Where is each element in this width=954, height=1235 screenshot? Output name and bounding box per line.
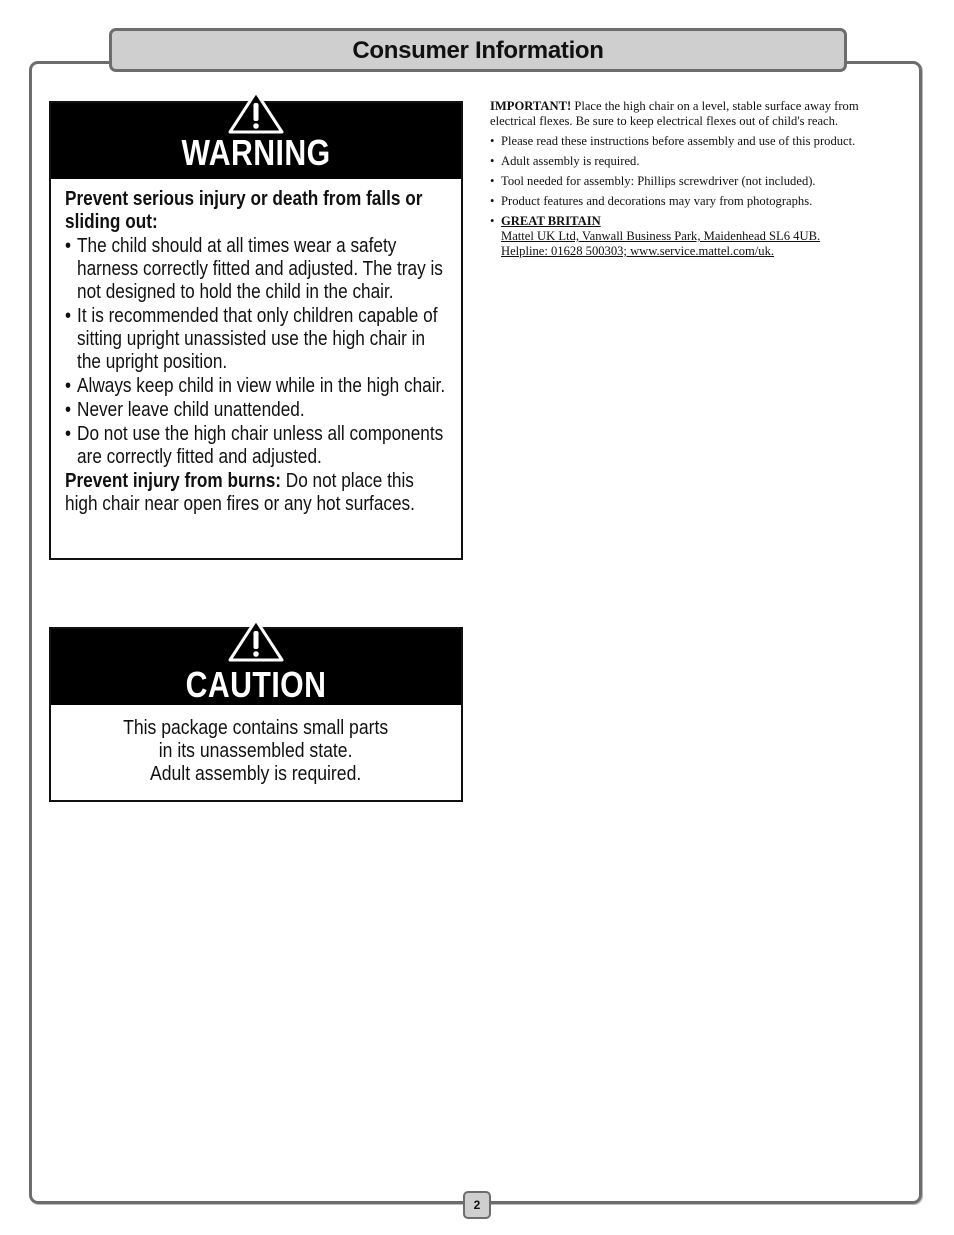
warning-heading: Prevent serious injury or death from falls or sliding out: bbox=[65, 188, 423, 233]
list-item: • Product features and decorations may vary from photographs. bbox=[490, 194, 813, 208]
gb-label: GREAT BRITAIN bbox=[501, 214, 601, 228]
caution-box bbox=[49, 627, 463, 802]
caution-body bbox=[51, 705, 461, 800]
list-item: • Tool needed for assembly: Phillips screwdriver (not included). bbox=[490, 174, 816, 188]
warning-box bbox=[49, 101, 463, 560]
important-text: Place the high chair on a level, stable surface away from electrical flexes. Be sure to keep electrical flexes out of child's reach. bbox=[490, 99, 859, 128]
burns-label: Prevent injury from burns: bbox=[65, 470, 281, 492]
list-item: • Never leave child unattended. bbox=[65, 399, 305, 421]
page-number: 2 bbox=[463, 1191, 491, 1219]
caution-banner bbox=[51, 629, 461, 705]
list-item: • It is recommended that only children capable of sitting upright unassisted use the high chair in the upright position. bbox=[65, 305, 438, 373]
burns-text: Do not place this high chair near open fires or any hot surfaces. bbox=[65, 470, 415, 515]
caution-line: This package contains small parts bbox=[123, 717, 389, 739]
info-bullet-list bbox=[490, 134, 892, 259]
list-item: • The child should at all times wear a safety harness correctly fitted and adjusted. The tray is not designed to hold the child in the chair. bbox=[65, 235, 443, 303]
gb-address: Mattel UK Ltd, Vanwall Business Park, Maidenhead SL6 4UB. bbox=[501, 229, 821, 243]
warning-triangle-icon bbox=[228, 90, 284, 134]
warning-triangle-icon bbox=[228, 618, 284, 662]
burns-warning bbox=[65, 470, 448, 516]
page-title: Consumer Information bbox=[352, 37, 604, 64]
caution-title: CAUTION bbox=[185, 664, 327, 705]
caution-line: Adult assembly is required. bbox=[150, 763, 362, 785]
warning-bullet-list bbox=[65, 235, 448, 469]
list-item: • Adult assembly is required. bbox=[490, 154, 640, 168]
warning-body bbox=[51, 179, 461, 536]
great-britain-contact: • GREAT BRITAIN Mattel UK Ltd, Vanwall Business Park, Maidenhead SL6 4UB. Helpline: 01628 500303; www.service.mattel.com/uk. bbox=[490, 214, 821, 258]
consumer-info-column bbox=[490, 99, 892, 264]
gb-helpline-link[interactable]: Helpline: 01628 500303; www.service.mattel.com/uk. bbox=[501, 244, 775, 258]
list-item: • Do not use the high chair unless all components are correctly fitted and adjusted. bbox=[65, 423, 444, 468]
caution-line: in its unassembled state. bbox=[159, 740, 353, 762]
list-item: • Please read these instructions before assembly and use of this product. bbox=[490, 134, 856, 148]
section-header bbox=[109, 28, 847, 72]
warning-title: WARNING bbox=[181, 132, 331, 173]
warning-banner bbox=[51, 103, 461, 179]
important-notice bbox=[490, 99, 892, 129]
list-item: • Always keep child in view while in the high chair. bbox=[65, 375, 446, 397]
important-label: IMPORTANT! bbox=[490, 99, 572, 113]
